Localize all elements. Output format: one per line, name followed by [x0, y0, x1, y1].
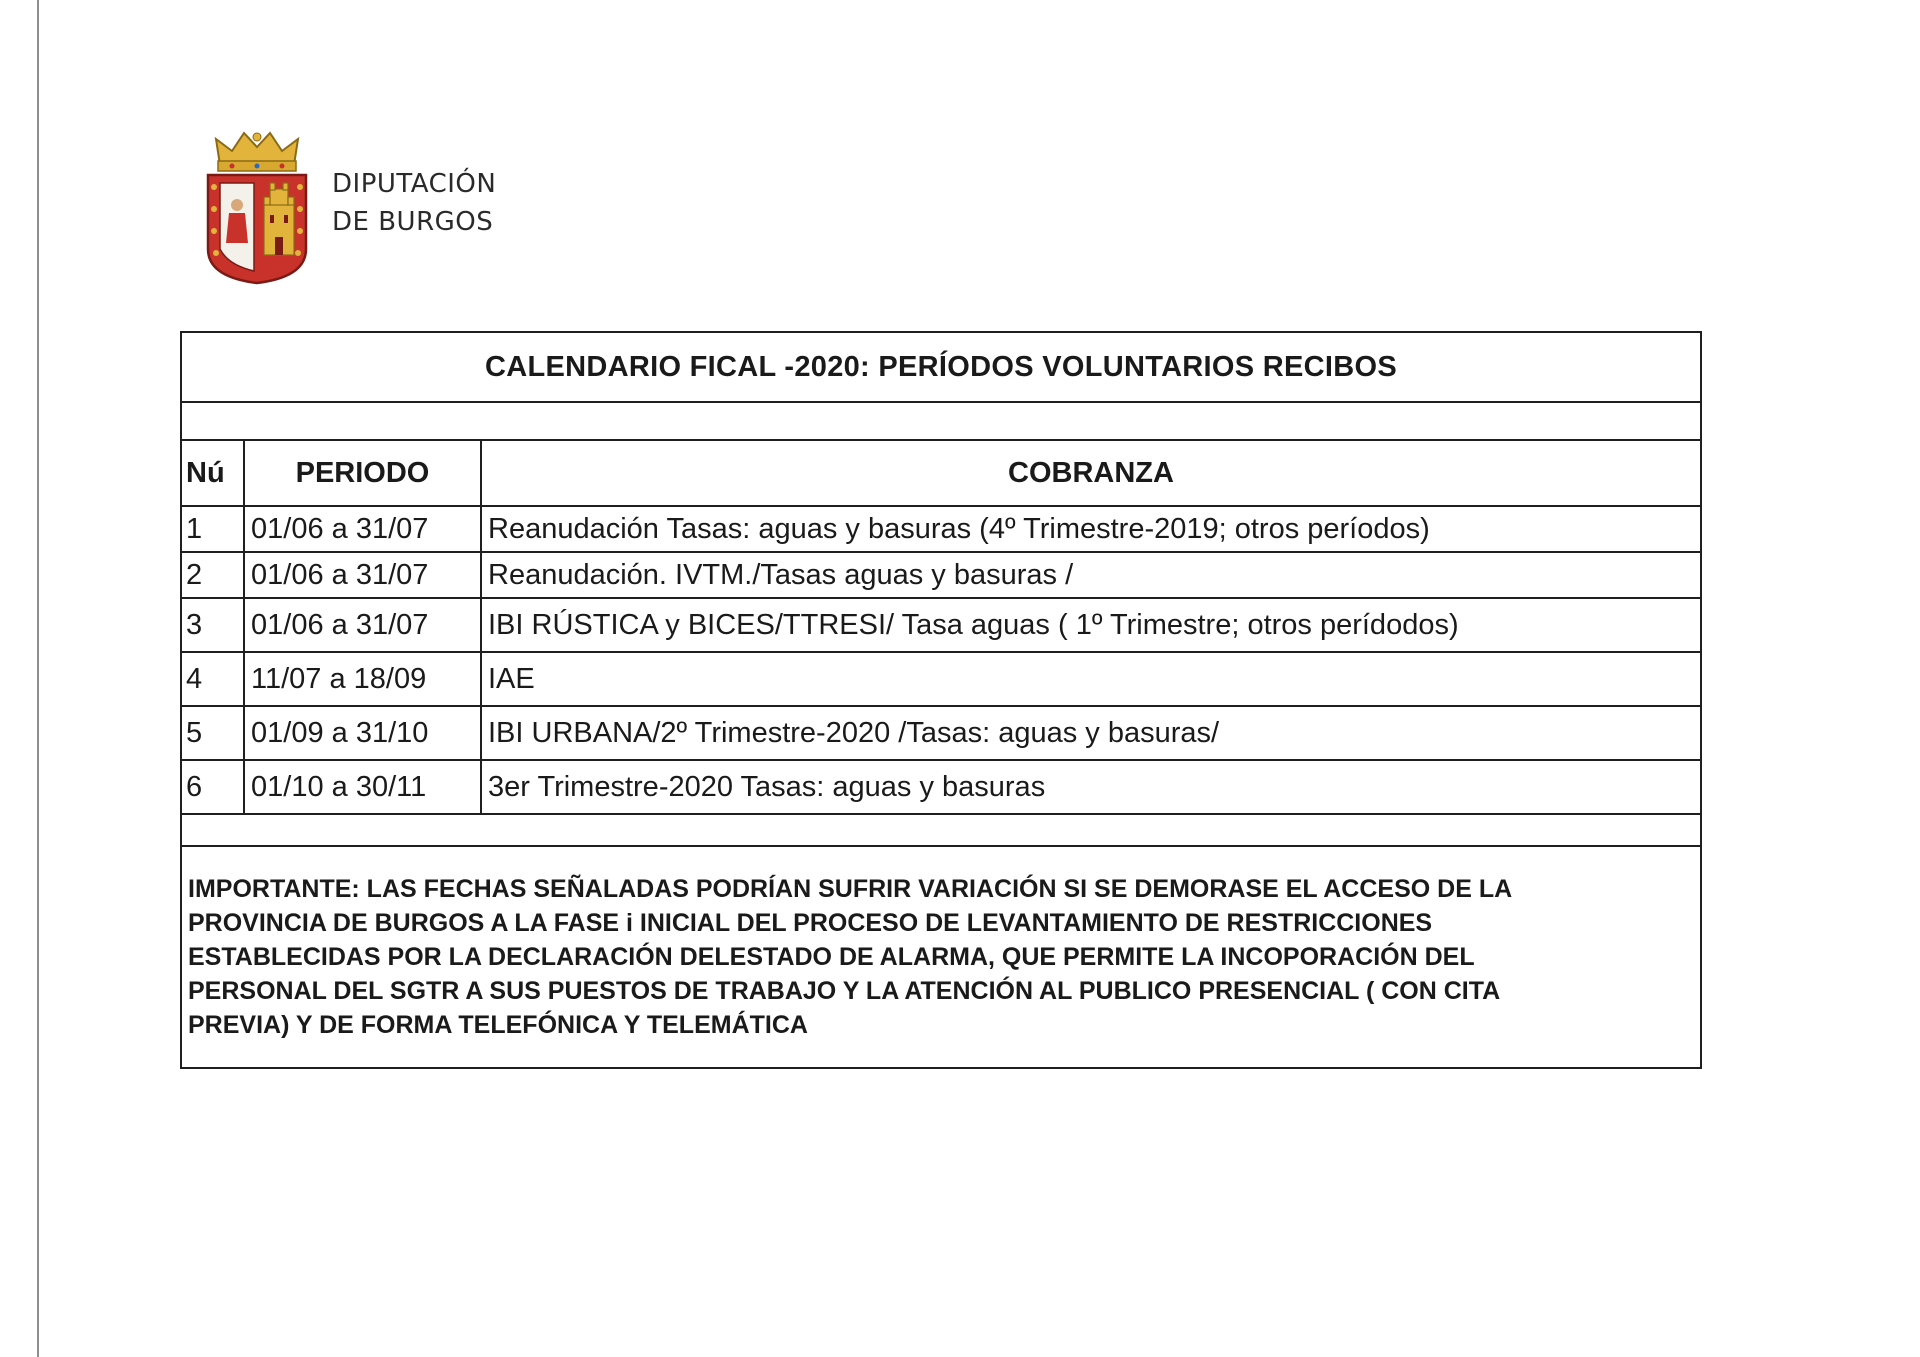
note-line: ESTABLECIDAS POR LA DECLARACIÓN DELESTADO DE ALARMA, QUE PERMITE LA INCOPORACIÓN DEL	[188, 943, 1475, 971]
row-period: 01/06 a 31/07	[244, 552, 481, 598]
row-collection: IBI RÚSTICA y BICES/TTRESI/ Tasa aguas ( 1º Trimestre; otros perídodos)	[481, 598, 1701, 652]
coat-of-arms-logo	[198, 131, 316, 285]
title-row	[181, 332, 1701, 402]
row-number: 6	[181, 760, 244, 814]
spacer-row	[181, 814, 1701, 846]
organization-name-line-2: DE BURGOS	[332, 207, 494, 237]
spacer-cell	[181, 814, 1701, 846]
row-number: 1	[181, 506, 244, 552]
row-collection: IAE	[481, 652, 1701, 706]
table-row	[181, 598, 1701, 652]
row-collection: Reanudación. IVTM./Tasas aguas y basuras /	[481, 552, 1701, 598]
header-row	[181, 440, 1701, 506]
note-row	[181, 846, 1701, 1068]
row-period: 01/06 a 31/07	[244, 506, 481, 552]
table-title: CALENDARIO FICAL -2020: PERÍODOS VOLUNTARIOS RECIBOS	[181, 332, 1701, 402]
note-line: PREVIA) Y DE FORMA TELEFÓNICA Y TELEMÁTICA	[188, 1011, 808, 1039]
row-collection: Reanudación Tasas: aguas y basuras (4º Trimestre-2019; otros períodos)	[481, 506, 1701, 552]
row-period: 01/09 a 31/10	[244, 706, 481, 760]
row-number: 3	[181, 598, 244, 652]
row-number: 4	[181, 652, 244, 706]
row-period: 01/10 a 30/11	[244, 760, 481, 814]
organization-name-line-1: DIPUTACIÓN	[332, 169, 497, 199]
row-period: 01/06 a 31/07	[244, 598, 481, 652]
note-line: PROVINCIA DE BURGOS A LA FASE i INICIAL DEL PROCESO DE LEVANTAMIENTO DE RESTRICCIONES	[188, 909, 1433, 937]
table-row	[181, 506, 1701, 552]
header-period: PERIODO	[244, 440, 481, 506]
row-collection: 3er Trimestre-2020 Tasas: aguas y basuras	[481, 760, 1701, 814]
spacer-row	[181, 402, 1701, 440]
note-line: PERSONAL DEL SGTR A SUS PUESTOS DE TRABAJO Y LA ATENCIÓN AL PUBLICO PRESENCIAL ( CON CITA	[188, 977, 1501, 1005]
organization-name	[332, 165, 496, 241]
table-row	[181, 706, 1701, 760]
row-number: 2	[181, 552, 244, 598]
table-row	[181, 552, 1701, 598]
page-margin-line	[37, 0, 39, 1357]
row-period: 11/07 a 18/09	[244, 652, 481, 706]
note-line: IMPORTANTE: LAS FECHAS SEÑALADAS PODRÍAN SUFRIR VARIACIÓN SI SE DEMORASE EL ACCESO DE LA	[188, 875, 1513, 903]
table-row	[181, 760, 1701, 814]
row-collection: IBI URBANA/2º Trimestre-2020 /Tasas: aguas y basuras/	[481, 706, 1701, 760]
row-number: 5	[181, 706, 244, 760]
important-note	[181, 846, 1701, 1068]
fiscal-calendar-table	[180, 331, 1702, 1069]
spacer-cell	[181, 402, 1701, 440]
header-collection: COBRANZA	[481, 440, 1701, 506]
header-number: Nú	[181, 440, 244, 506]
table-row	[181, 652, 1701, 706]
letterhead	[198, 131, 496, 285]
